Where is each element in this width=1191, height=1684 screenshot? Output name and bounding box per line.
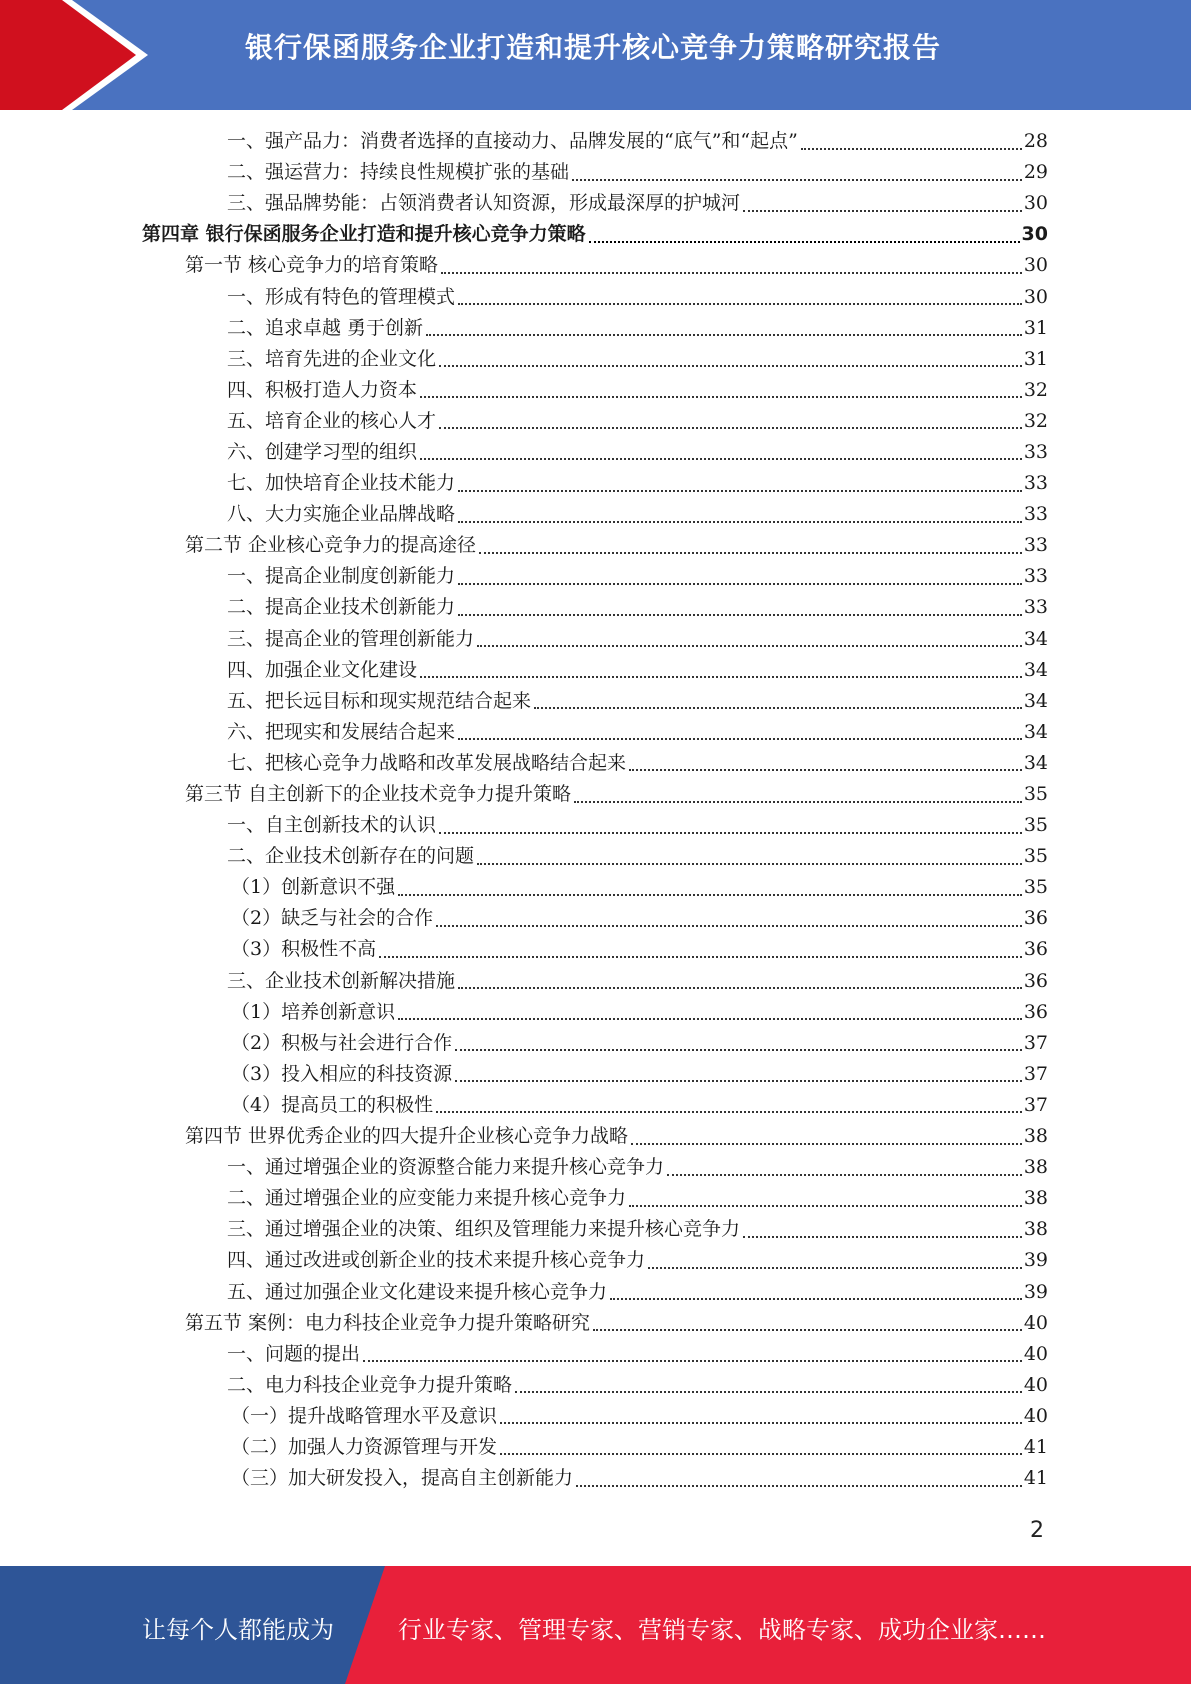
dot-leader	[479, 552, 1022, 554]
toc-entry-title: （1）培养创新意识	[231, 1000, 396, 1023]
toc-entry-page: 33	[1023, 503, 1048, 526]
toc-entry-title: 二、企业技术创新存在的问题	[227, 845, 475, 868]
toc-entry-title: 一、强产品力：消费者选择的直接动力、品牌发展的“底气”和“起点”	[227, 130, 798, 153]
page-number: 2	[1030, 1518, 1044, 1543]
toc-entry-title: 三、强品牌势能：占领消费者认知资源，形成最深厚的护城河	[227, 192, 741, 215]
toc-entry-page: 36	[1023, 907, 1048, 930]
toc-entry-page: 30	[1023, 254, 1048, 277]
dot-leader	[574, 801, 1022, 803]
toc-entry[interactable]	[227, 748, 1048, 779]
toc-section-entry[interactable]	[185, 1308, 1048, 1339]
toc-entry-title: （3）积极性不高	[231, 938, 377, 961]
dot-leader	[458, 614, 1022, 616]
toc-section-entry[interactable]	[185, 250, 1048, 281]
toc-entry-title: 三、提高企业的管理创新能力	[227, 627, 475, 650]
toc-entry[interactable]	[227, 810, 1048, 841]
dot-leader	[455, 1080, 1022, 1082]
toc-entry-title: 四、加强企业文化建设	[227, 658, 418, 681]
toc-entry-title: 八、大力实施企业品牌战略	[227, 503, 456, 526]
toc-entry[interactable]	[227, 281, 1048, 312]
toc-entry-title: （2）积极与社会进行合作	[231, 1031, 453, 1054]
toc-entry-page: 34	[1023, 751, 1048, 774]
toc-entry-title: 五、培育企业的核心人才	[227, 409, 437, 432]
toc-entry-title: 一、提高企业制度创新能力	[227, 565, 456, 588]
toc-entry[interactable]	[231, 872, 1048, 903]
toc-entry-page: 34	[1023, 720, 1048, 743]
dot-leader	[576, 1485, 1022, 1487]
toc-entry[interactable]	[227, 1245, 1048, 1276]
toc-entry-page: 30	[1023, 285, 1048, 308]
dot-leader	[458, 303, 1022, 305]
toc-entry-title: （3）投入相应的科技资源	[231, 1062, 453, 1085]
dot-leader	[801, 148, 1022, 150]
toc-entry[interactable]	[227, 1214, 1048, 1245]
toc-entry-page: 40	[1023, 1311, 1048, 1334]
toc-entry-page: 35	[1023, 783, 1048, 806]
toc-entry-page: 34	[1023, 658, 1048, 681]
page-footer	[0, 1566, 1191, 1684]
dot-leader	[398, 894, 1022, 896]
toc-entry-title: （2）缺乏与社会的合作	[231, 907, 434, 930]
toc-entry-title: 第五节 案例：电力科技企业竞争力提升策略研究	[185, 1311, 591, 1334]
toc-entry[interactable]	[231, 1028, 1048, 1059]
dot-leader	[420, 676, 1022, 678]
toc-entry[interactable]	[231, 1401, 1048, 1432]
dot-leader	[420, 396, 1022, 398]
toc-entry-title: 一、问题的提出	[227, 1342, 361, 1365]
dot-leader	[593, 1329, 1022, 1331]
dot-leader	[458, 987, 1022, 989]
toc-entry[interactable]	[227, 406, 1048, 437]
toc-entry-page: 36	[1023, 969, 1048, 992]
toc-entry-title: 三、企业技术创新解决措施	[227, 969, 456, 992]
toc-entry[interactable]	[231, 903, 1048, 934]
toc-entry-page: 41	[1023, 1467, 1048, 1490]
toc-entry-page: 31	[1023, 316, 1048, 339]
toc-entry-page: 35	[1023, 845, 1048, 868]
footer-slogan-right: 行业专家、管理专家、营销专家、战略专家、成功企业家……	[398, 1616, 1046, 1644]
toc-entry-page: 30	[1021, 223, 1048, 246]
toc-entry[interactable]	[227, 344, 1048, 375]
dot-leader	[631, 1143, 1022, 1145]
toc-entry-page: 40	[1023, 1373, 1048, 1396]
table-of-contents	[0, 126, 1191, 1494]
toc-entry-page: 39	[1023, 1280, 1048, 1303]
toc-entry[interactable]	[227, 437, 1048, 468]
toc-entry-page: 33	[1023, 565, 1048, 588]
toc-entry[interactable]	[227, 1183, 1048, 1214]
toc-entry-page: 29	[1023, 161, 1048, 184]
toc-entry-page: 35	[1023, 876, 1048, 899]
toc-chapter-entry[interactable]	[142, 219, 1048, 250]
toc-entry-title: 一、自主创新技术的认识	[227, 814, 437, 837]
dot-leader	[436, 925, 1022, 927]
toc-entry-title: 二、电力科技企业竞争力提升策略	[227, 1373, 513, 1396]
dot-leader	[458, 738, 1022, 740]
dot-leader	[420, 458, 1022, 460]
toc-entry-title: 四、通过改进或创新企业的技术来提升核心竞争力	[227, 1249, 646, 1272]
dot-leader	[458, 521, 1022, 523]
toc-entry-page: 33	[1023, 534, 1048, 557]
toc-section-entry[interactable]	[185, 530, 1048, 561]
dot-leader	[439, 365, 1022, 367]
toc-entry[interactable]	[227, 561, 1048, 592]
toc-entry[interactable]	[227, 313, 1048, 344]
dot-leader	[648, 1267, 1022, 1269]
toc-entry-page: 38	[1023, 1218, 1048, 1241]
toc-entry-title: 四、积极打造人力资本	[227, 378, 418, 401]
toc-section-entry[interactable]	[185, 1121, 1048, 1152]
dot-leader	[629, 769, 1022, 771]
page-header	[0, 0, 1191, 110]
toc-entry[interactable]	[227, 499, 1048, 530]
toc-entry[interactable]	[227, 655, 1048, 686]
toc-entry-page: 36	[1023, 1000, 1048, 1023]
toc-entry[interactable]	[227, 1370, 1048, 1401]
toc-entry[interactable]	[227, 188, 1048, 219]
dot-leader	[589, 241, 1020, 243]
dot-leader	[363, 1360, 1022, 1362]
toc-entry-page: 32	[1023, 409, 1048, 432]
dot-leader	[743, 210, 1022, 212]
dot-leader	[610, 1298, 1022, 1300]
toc-entry[interactable]	[231, 997, 1048, 1028]
toc-entry-title: 一、通过增强企业的资源整合能力来提升核心竞争力	[227, 1156, 665, 1179]
toc-entry-page: 35	[1023, 814, 1048, 837]
toc-entry-title: 五、通过加强企业文化建设来提升核心竞争力	[227, 1280, 608, 1303]
toc-section-entry[interactable]	[185, 779, 1048, 810]
toc-entry-page: 34	[1023, 689, 1048, 712]
toc-entry-title: 六、创建学习型的组织	[227, 440, 418, 463]
toc-entry[interactable]	[227, 1152, 1048, 1183]
dot-leader	[629, 1205, 1022, 1207]
toc-entry-page: 33	[1023, 472, 1048, 495]
dot-leader	[477, 645, 1022, 647]
toc-entry[interactable]	[231, 1463, 1048, 1494]
toc-entry-title: 二、追求卓越 勇于创新	[227, 316, 424, 339]
dot-leader	[379, 956, 1022, 958]
dot-leader	[436, 1111, 1022, 1113]
toc-entry-title: 第一节 核心竞争力的培育策略	[185, 254, 439, 277]
toc-entry-page: 41	[1023, 1435, 1048, 1458]
dot-leader	[515, 1391, 1022, 1393]
toc-entry[interactable]	[227, 966, 1048, 997]
toc-entry[interactable]	[231, 1432, 1048, 1463]
toc-entry[interactable]	[227, 841, 1048, 872]
toc-entry-title: （1）创新意识不强	[231, 876, 396, 899]
toc-entry-page: 31	[1023, 347, 1048, 370]
dot-leader	[534, 707, 1022, 709]
toc-entry-page: 33	[1023, 596, 1048, 619]
toc-entry-title: 第四章 银行保函服务企业打造和提升核心竞争力策略	[142, 223, 586, 246]
toc-entry-title: （一）提升战略管理水平及意识	[231, 1404, 498, 1427]
toc-entry[interactable]	[227, 1276, 1048, 1307]
dot-leader	[426, 334, 1022, 336]
dot-leader	[477, 863, 1022, 865]
toc-entry-title: （三）加大研发投入，提高自主创新能力	[231, 1467, 574, 1490]
toc-entry[interactable]	[227, 686, 1048, 717]
dot-leader	[439, 832, 1022, 834]
toc-entry-page: 38	[1023, 1187, 1048, 1210]
toc-entry[interactable]	[227, 592, 1048, 623]
toc-entry-title: （二）加强人力资源管理与开发	[231, 1435, 498, 1458]
toc-entry[interactable]	[231, 934, 1048, 965]
dot-leader	[572, 179, 1022, 181]
toc-entry[interactable]	[227, 126, 1048, 157]
dot-leader	[500, 1422, 1022, 1424]
toc-entry-title: 七、加快培育企业技术能力	[227, 472, 456, 495]
footer-slogan-left: 让每个人都能成为	[142, 1616, 334, 1644]
dot-leader	[458, 490, 1022, 492]
toc-entry[interactable]	[227, 1339, 1048, 1370]
toc-entry-title: （4）提高员工的积极性	[231, 1093, 434, 1116]
dot-leader	[441, 272, 1022, 274]
toc-entry-page: 39	[1023, 1249, 1048, 1272]
toc-entry-title: 三、培育先进的企业文化	[227, 347, 437, 370]
document-title: 银行保函服务企业打造和提升核心竞争力策略研究报告	[245, 31, 942, 64]
toc-entry-title: 第四节 世界优秀企业的四大提升企业核心竞争力战略	[185, 1125, 629, 1148]
toc-entry-page: 36	[1023, 938, 1048, 961]
toc-entry-page: 40	[1023, 1404, 1048, 1427]
dot-leader	[458, 583, 1022, 585]
dot-leader	[743, 1236, 1022, 1238]
toc-entry[interactable]	[227, 624, 1048, 655]
toc-entry[interactable]	[231, 1090, 1048, 1121]
toc-entry-page: 40	[1023, 1342, 1048, 1365]
toc-entry[interactable]	[227, 468, 1048, 499]
toc-entry-page: 30	[1023, 192, 1048, 215]
dot-leader	[398, 1018, 1022, 1020]
toc-entry-title: 第三节 自主创新下的企业技术竞争力提升策略	[185, 783, 572, 806]
toc-entry-page: 37	[1023, 1031, 1048, 1054]
toc-entry[interactable]	[227, 157, 1048, 188]
toc-entry-title: 二、强运营力：持续良性规模扩张的基础	[227, 161, 570, 184]
toc-entry[interactable]	[231, 1059, 1048, 1090]
toc-entry-page: 38	[1023, 1156, 1048, 1179]
toc-entry-page: 37	[1023, 1062, 1048, 1085]
toc-entry-page: 34	[1023, 627, 1048, 650]
toc-entry-page: 38	[1023, 1125, 1048, 1148]
dot-leader	[455, 1049, 1022, 1051]
toc-entry-title: 二、提高企业技术创新能力	[227, 596, 456, 619]
toc-entry-title: 三、通过增强企业的决策、组织及管理能力来提升核心竞争力	[227, 1218, 741, 1241]
toc-entry-title: 六、把现实和发展结合起来	[227, 720, 456, 743]
dot-leader	[500, 1453, 1022, 1455]
dot-leader	[667, 1174, 1022, 1176]
dot-leader	[439, 427, 1022, 429]
toc-entry-title: 五、把长远目标和现实规范结合起来	[227, 689, 532, 712]
toc-entry-page: 28	[1023, 130, 1048, 153]
toc-entry-page: 33	[1023, 440, 1048, 463]
toc-entry-page: 32	[1023, 378, 1048, 401]
toc-entry-title: 二、通过增强企业的应变能力来提升核心竞争力	[227, 1187, 627, 1210]
toc-entry-title: 一、形成有特色的管理模式	[227, 285, 456, 308]
toc-entry[interactable]	[227, 375, 1048, 406]
toc-entry-page: 37	[1023, 1093, 1048, 1116]
toc-entry-title: 第二节 企业核心竞争力的提高途径	[185, 534, 477, 557]
toc-entry-title: 七、把核心竞争力战略和改革发展战略结合起来	[227, 751, 627, 774]
toc-entry[interactable]	[227, 717, 1048, 748]
